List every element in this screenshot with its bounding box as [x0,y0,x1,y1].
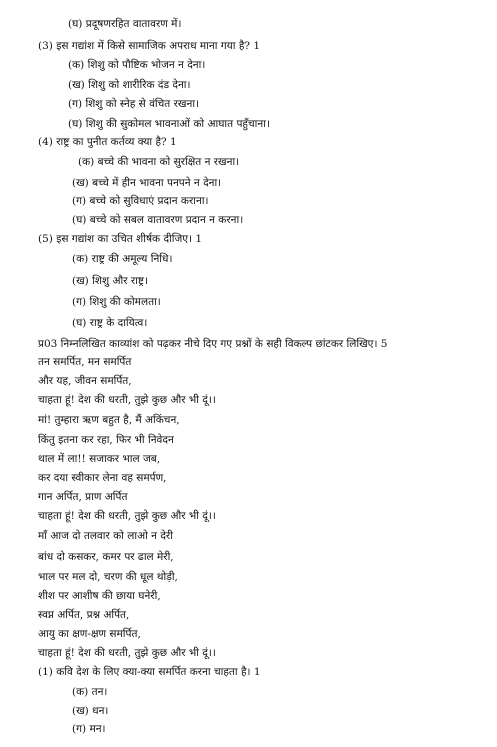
question-line: (3) इस गद्यांश में किसे सामाजिक अपराध माना गया है? 1 [38,40,261,52]
option-line: (क) राष्ट्र की अमूल्य निधि। [72,253,173,265]
option-line: (ग) बच्चे को सुविधाएं प्रदान कराना। [72,195,209,207]
poem-line: किंतु इतना कर रहा, फिर भी निवेदन [38,434,174,446]
poem-line: मां! तुम्हारा ऋण बहुत है, मैं अकिंचन, [38,414,180,426]
option-line: (ख) बच्चे में हीन भावना पनपने न देना। [72,177,222,189]
option-line: (ग) शिशु की कोमलता। [72,296,161,308]
option-line: (ख) शिशु और राष्ट्र। [72,275,148,287]
option-line: (घ) शिशु की सुकोमल भावनाओं को आघात पहुँचाना। [68,118,270,130]
poem-line: शीश पर आशीष की छाया घनेरी, [38,590,161,602]
option-line: (ख) शिशु को शारीरिक दंड देना। [68,79,191,91]
poem-line: स्वप्न अर्पित, प्रश्न अर्पित, [38,609,130,621]
section-heading: प्र03 निम्नलिखित काव्यांश को पढ़कर नीचे दिए गए प्रश्नों के सही विकल्प छांटकर लिखिए। 5 [38,338,388,350]
poem-line: माँ आज दो तलवार को लाओ न देरी [38,530,173,542]
poem-line: और यह, जीवन समर्पित, [38,375,132,387]
poem-line: थाल में ला!! सजाकर भाल जब, [38,453,161,465]
option-line: (ख) धन। [72,705,109,717]
poem-line: कर दया स्वीकार लेना वह समर्पण, [38,472,167,484]
question-line: (4) राष्ट्र का पुनीत कर्तव्य क्या है? 1 [38,136,177,148]
option-line: (क) शिशु को पौष्टिक भोजन न देना। [68,59,206,71]
option-line: (घ) बच्चे को सबल वातावरण प्रदान न करना। [72,214,244,226]
poem-line: चाहता हूं! देश की धरती, तुझे कुछ और भी दूं।। [38,647,216,659]
poem-line: चाहता हूं! देश की धरती, तुझे कुछ और भी दूं।। [38,394,216,406]
poem-line: चाहता हूं! देश की धरती, तुझे कुछ और भी दूं।। [38,510,216,522]
poem-line: भाल पर मल दो, चरण की धूल थोड़ी, [38,571,178,583]
question-line: (5) इस गद्यांश का उचित शीर्षक दीजिए। 1 [38,233,203,245]
poem-line: बांध दो कसकर, कमर पर ढाल मेरी, [38,551,174,563]
option-line: (ग) शिशु को स्नेह से वंचित रखना। [68,98,200,110]
question-line: (1) कवि देश के लिए क्या-क्या समर्पित करना चाहता है। 1 [38,666,261,678]
option-line: (ग) मन। [72,723,106,735]
option-line: (घ) राष्ट्र के दायित्व। [72,317,148,329]
option-line: (घ) प्रदूषणरहित वातावरण में। [68,18,182,30]
poem-line: तन समर्पित, मन समर्पित [38,356,132,368]
option-line: (क) बच्चे की भावना को सुरक्षित न रखना। [78,156,240,168]
poem-line: गान अर्पित, प्राण अर्पित [38,491,128,503]
option-line: (क) तन। [72,686,108,698]
poem-line: आयु का क्षण-क्षण समर्पित, [38,628,141,640]
